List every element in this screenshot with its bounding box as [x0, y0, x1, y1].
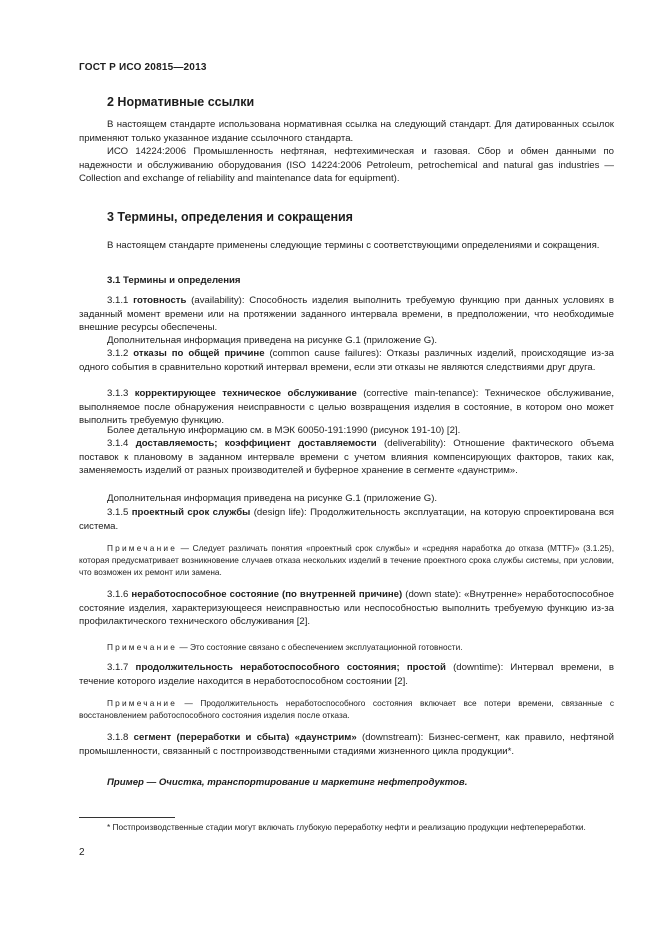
section-3-intro [79, 239, 614, 253]
note-label: Примечание [107, 698, 178, 708]
term-3-1-6 [79, 588, 614, 629]
term-number: 3.1.3 [107, 388, 135, 399]
section-2-reference-text: ИСО 14224:2006 Промышленность нефтяная, нефтехимическая и газовая. Сбор и обмен данными по надежности и обслуживанию оборудования (ISO 14224:2006 Petroleum, petrochemical and natural gas industries — Collection and exchange of reliability and maintenance data for equipment). [79, 146, 614, 184]
term-number: 3.1.2 [107, 348, 134, 359]
term-name: сегмент (переработки и сбыта) «даунстрим» [133, 732, 357, 743]
standard-header: ГОСТ Р ИСО 20815—2013 [79, 62, 207, 73]
note-1 [79, 542, 614, 578]
term-number: 3.1.1 [107, 295, 134, 306]
term-3-1-4 [79, 437, 614, 478]
example-text: Пример — Очистка, транспортирование и маркетинг нефтепродуктов. [107, 777, 468, 788]
term-3-1-5 [79, 506, 614, 533]
term-definition: (design life): Продолжительность эксплуатации, на которую спроектирована вся система. [79, 507, 614, 532]
term-number: 3.1.6 [107, 589, 132, 600]
term-3-1-7 [79, 661, 614, 688]
section-2-paragraph-1-text: В настоящем стандарте использована нормативная ссылка на следующий стандарт. Для датированных ссылок применяют только указанное издание ссылочного стандарта. [79, 119, 614, 144]
note-text: — Это состояние связано с обеспечением эксплуатационной готовности. [177, 642, 463, 652]
term-definition: (common cause failures): Отказы различных изделий, происходящие из-за одного события в сравнительно короткий интервал времени, если эти отказы не являются следствиями друг друга. [79, 348, 615, 373]
term-3-1-8 [79, 731, 614, 758]
term-3-1-1 [79, 294, 614, 335]
section-3-title: 3 Термины, определения и сокращения [107, 210, 353, 224]
note-3 [79, 697, 614, 721]
term-name: корректирующее техническое обслуживание [134, 388, 357, 399]
section-2-reference [79, 145, 614, 186]
section-2-paragraph-1 [79, 118, 614, 145]
term-definition: (corrective main-tenance): Техническое обслуживание, выполняемое после обнаружения неисправности с целью возвращения изделия в состояние, в котором оно может выполнить требуемую функцию. [79, 388, 614, 426]
note-label: Примечание [107, 543, 178, 553]
term-number: 3.1.5 [107, 507, 132, 518]
term-definition: (availability): Способность изделия выполнить требуемую функцию при данных условиях в заданный момент времени или на протяжении заданного интервала времени, в предположении, что необходимые внешние ресурсы обеспечены. [79, 295, 615, 333]
footnote-text: * Постпроизводственные стадии могут включать глубокую переработку нефти и реализацию продукции нефтепереработки. [107, 822, 586, 832]
footnote-divider [79, 817, 175, 818]
term-definition: (downstream): Бизнес-сегмент, как правило, нефтяной промышленности, связанный с постпроизводственными стадиями жизненного цикла продукции*. [79, 732, 614, 757]
term-definition: (deliverability): Отношение фактического объема поставок к плановому в заданном интервале времени с учетом влияния компенсирующих факторов, таких как, заменяемость изделий от разных производителей и буферное хранение в сегменте «даунстрим». [79, 438, 614, 476]
term-definition: (downtime): Интервал времени, в течение которого изделие находится в неработоспособном состоянии [2]. [79, 662, 615, 687]
note-text: — Продолжительность неработоспособного состояния включает все потери времени, связанные с восстановлением работоспособного состояния изделия после отказа. [79, 698, 614, 720]
term-definition: (down state): «Внутренне» неработоспособное состояние изделия, характеризующееся неисправностью или неспособностью выполнить требуемую функцию из-за профилактического технического обслуживания [2]. [79, 589, 614, 627]
term-name: отказы по общей причине [133, 348, 265, 359]
term-3-1-2 [79, 347, 614, 374]
note-text: — Следует различать понятия «проектный срок службы» и «средняя наработка до отказа (MTTF)» (3.1.25), которая предусматривает возникновение случаев отказа нескольких изделий в течение проектного срока службы системы, при условии, что возможен их ремонт или замена. [79, 543, 614, 577]
additional-info-text: Дополнительная информация приведена на рисунке G.1 (приложение G). [107, 335, 438, 346]
section-3-intro-text: В настоящем стандарте применены следующие термины с соответствующими определениями и сокращения. [107, 240, 600, 251]
term-name: проектный срок службы [131, 507, 251, 518]
term-name: неработоспособное состояние (по внутренней причине) [131, 589, 403, 600]
term-3-1-3 [79, 387, 614, 428]
page-number: 2 [79, 847, 85, 858]
subsection-3-1-title: 3.1 Термины и определения [107, 275, 241, 286]
term-3-1-3-additional [79, 424, 614, 438]
term-name: продолжительность неработоспособного состояния; простой [135, 662, 446, 673]
term-3-1-1-additional [79, 334, 614, 348]
term-number: 3.1.7 [107, 662, 136, 673]
term-name: доставляемость; коэффициент доставляемости [135, 438, 377, 449]
footnote [79, 821, 614, 833]
note-2 [79, 641, 614, 653]
term-name: готовность [133, 295, 187, 306]
section-2-title: 2 Нормативные ссылки [107, 95, 255, 109]
note-label: Примечание [107, 642, 178, 652]
additional-info-text: Дополнительная информация приведена на рисунке G.1 (приложение G). [107, 493, 438, 504]
term-number: 3.1.4 [107, 438, 136, 449]
additional-info-text: Более детальную информацию см. в МЭК 60050-191:1990 (рисунок 191-10) [2]. [107, 425, 461, 436]
term-number: 3.1.8 [107, 732, 134, 743]
term-3-1-4-additional [79, 492, 614, 506]
